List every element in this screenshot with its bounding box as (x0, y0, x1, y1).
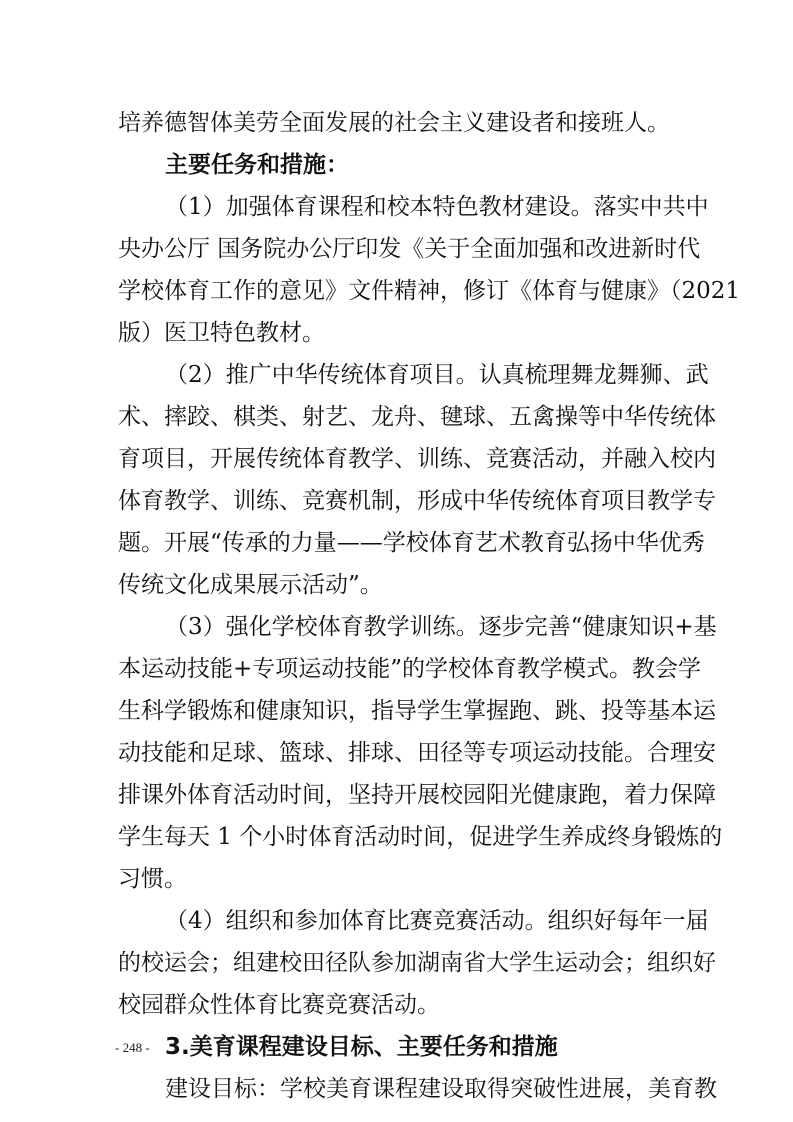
text-line: 术、摔跤、棋类、射艺、龙舟、毽球、五禽操等中华传统体 (118, 404, 716, 430)
text-line: 校园群众性体育比赛竞赛活动。 (118, 992, 440, 1018)
text-line: 传统文化成果展示活动”。 (118, 572, 383, 598)
text-line: 学生每天 1 个小时体育活动时间，促进学生养成终身锻炼的 (118, 824, 723, 850)
text-line: （4）组织和参加体育比赛竞赛活动。组织好每年一届 (165, 908, 709, 934)
text-line: 央办公厅 国务院办公厅印发《关于全面加强和改进新时代 (118, 236, 701, 262)
text-line: 的校运会；组建校田径队参加湖南省大学生运动会；组织好 (118, 950, 716, 976)
text-line: 培养德智体美劳全面发展的社会主义建设者和接班人。 (118, 110, 670, 136)
text-line: 本运动技能+专项运动技能”的学校体育教学模式。教会学 (118, 656, 702, 682)
text-line: （3）强化学校体育教学训练。逐步完善“健康知识+基 (165, 614, 717, 640)
text-line: 习惯。 (118, 866, 187, 892)
text-line: 学校体育工作的意见》文件精神，修订《体育与健康》（2021 (118, 278, 741, 304)
text-line: 生科学锻炼和健康知识，指导学生掌握跑、跳、投等基本运 (118, 698, 716, 724)
page-number: - 248 - (115, 1040, 150, 1055)
text-line: 体育教学、训练、竞赛机制，形成中华传统体育项目教学专 (118, 488, 716, 514)
text-line: 建设目标：学校美育课程建设取得突破性进展，美育教 (165, 1076, 717, 1102)
text-line: 版）医卫特色教材。 (118, 320, 325, 346)
text-line: 动技能和足球、篮球、排球、田径等专项运动技能。合理安 (118, 740, 716, 766)
section-heading: 3.美育课程建设目标、主要任务和措施 (165, 1034, 558, 1060)
text-line: （2）推广中华传统体育项目。认真梳理舞龙舞狮、武 (165, 362, 709, 388)
section-heading: 主要任务和措施： (165, 152, 349, 178)
text-line: 育项目，开展传统体育教学、训练、竞赛活动，并融入校内 (118, 446, 716, 472)
text-line: 排课外体育活动时间，坚持开展校园阳光健康跑，着力保障 (118, 782, 716, 808)
text-line: （1）加强体育课程和校本特色教材建设。落实中共中 (165, 194, 709, 220)
text-line: 题。开展“传承的力量——学校体育艺术教育弘扬中华优秀 (118, 530, 705, 556)
